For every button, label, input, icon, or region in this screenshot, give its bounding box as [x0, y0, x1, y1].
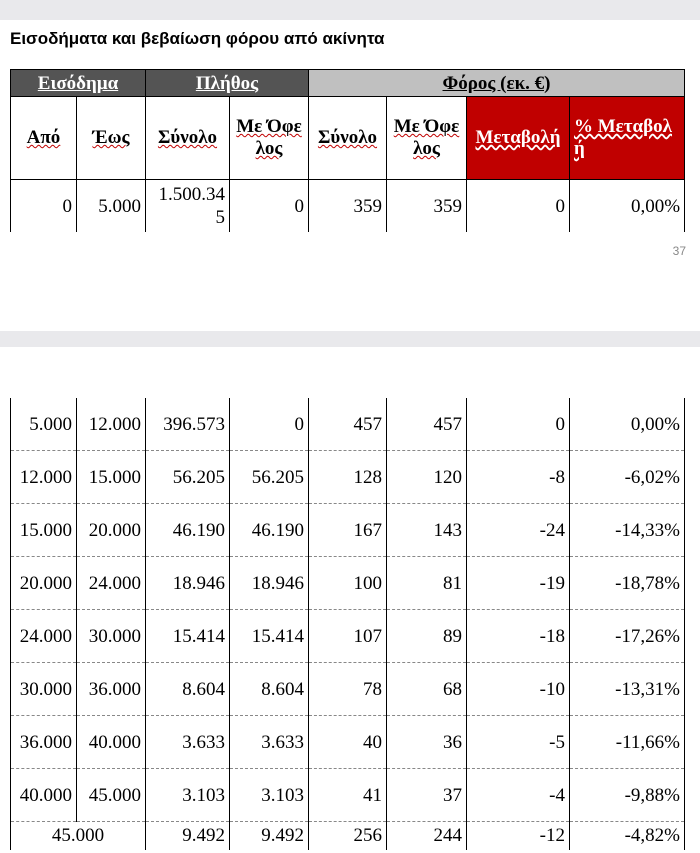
cell-from: 30.000: [11, 663, 77, 716]
cell-to: 40.000: [77, 716, 146, 769]
cell-tax-benefit: 143: [387, 504, 467, 557]
income-tax-table-continued: [10, 398, 685, 850]
col-header-from: Από: [11, 97, 77, 180]
cell-count-total: 3.103: [146, 769, 230, 822]
col-header-tax-benefit: Με Όφελος: [387, 97, 467, 180]
cell-to: 5.000: [77, 180, 146, 233]
cell-to: 15.000: [77, 451, 146, 504]
cell-tax-total: 100: [309, 557, 387, 610]
cell-tax-benefit: 120: [387, 451, 467, 504]
cell-pct: -6,02%: [570, 451, 685, 504]
cell-tax-benefit: 457: [387, 398, 467, 451]
cell-to: 36.000: [77, 663, 146, 716]
cell-to: 30.000: [77, 610, 146, 663]
income-tax-table: [10, 69, 685, 232]
col-header-to: Έως: [77, 97, 146, 180]
cell-change: -12: [467, 822, 570, 851]
cell-from: 15.000: [11, 504, 77, 557]
cell-tax-benefit: 359: [387, 180, 467, 233]
table-row: [11, 716, 685, 769]
cell-change: 0: [467, 180, 570, 233]
cell-from: 36.000: [11, 716, 77, 769]
cell-change: 0: [467, 398, 570, 451]
group-header-row: [11, 70, 685, 97]
group-header-tax: Φόρος (εκ. €): [309, 70, 685, 97]
page-gap: [0, 331, 700, 347]
cell-pct: -11,66%: [570, 716, 685, 769]
cell-tax-benefit: 244: [387, 822, 467, 851]
cell-tax-benefit: 36: [387, 716, 467, 769]
cell-change: -5: [467, 716, 570, 769]
cell-tax-benefit: 89: [387, 610, 467, 663]
cell-to: 24.000: [77, 557, 146, 610]
cell-count-benefit: 9.492: [230, 822, 309, 851]
cell-tax-benefit: 81: [387, 557, 467, 610]
cell-pct: -17,26%: [570, 610, 685, 663]
cell-count-benefit: 56.205: [230, 451, 309, 504]
cell-count-benefit: 46.190: [230, 504, 309, 557]
cell-change: -4: [467, 769, 570, 822]
cell-tax-total: 256: [309, 822, 387, 851]
cell-count-benefit: 0: [230, 398, 309, 451]
cell-to: 45.000: [77, 769, 146, 822]
cell-tax-total: 128: [309, 451, 387, 504]
cell-count-total: 56.205: [146, 451, 230, 504]
cell-tax-total: 78: [309, 663, 387, 716]
cell-count-benefit: 15.414: [230, 610, 309, 663]
table-row: [11, 557, 685, 610]
cell-tax-total: 107: [309, 610, 387, 663]
col-header-count-total: Σύνολο: [146, 97, 230, 180]
cell-count-benefit: 8.604: [230, 663, 309, 716]
cell-tax-benefit: 68: [387, 663, 467, 716]
cell-count-benefit: 3.103: [230, 769, 309, 822]
column-header-row: [11, 97, 685, 180]
page-number: 37: [672, 244, 686, 258]
cell-count-total: 18.946: [146, 557, 230, 610]
cell-pct: -13,31%: [570, 663, 685, 716]
cell-tax-total: 167: [309, 504, 387, 557]
cell-change: -18: [467, 610, 570, 663]
cell-count-total: 396.573: [146, 398, 230, 451]
cell-change: -24: [467, 504, 570, 557]
cell-to: 20.000: [77, 504, 146, 557]
table-row-last: [11, 822, 685, 851]
cell-tax-total: 457: [309, 398, 387, 451]
table-row: [11, 398, 685, 451]
cell-from: 20.000: [11, 557, 77, 610]
cell-change: -19: [467, 557, 570, 610]
col-header-tax-total: Σύνολο: [309, 97, 387, 180]
cell-count-benefit: 0: [230, 180, 309, 233]
group-header-count: Πλήθος: [146, 70, 309, 97]
cell-tax-total: 41: [309, 769, 387, 822]
cell-tax-total: 40: [309, 716, 387, 769]
cell-from: 40.000: [11, 769, 77, 822]
col-header-count-benefit: Με Όφελος: [230, 97, 309, 180]
table-row: [11, 451, 685, 504]
cell-pct: 0,00%: [570, 398, 685, 451]
document-page-37: [0, 20, 700, 331]
cell-tax-total: 359: [309, 180, 387, 233]
cell-count-total: 46.190: [146, 504, 230, 557]
cell-change: -10: [467, 663, 570, 716]
cell-from-merged: 45.000: [11, 822, 146, 851]
cell-count-total: 15.414: [146, 610, 230, 663]
cell-pct: 0,00%: [570, 180, 685, 233]
cell-pct: -4,82%: [570, 822, 685, 851]
cell-pct: -14,33%: [570, 504, 685, 557]
cell-count-total: 3.633: [146, 716, 230, 769]
cell-change: -8: [467, 451, 570, 504]
table-row: [11, 610, 685, 663]
cell-to: 12.000: [77, 398, 146, 451]
cell-from: 12.000: [11, 451, 77, 504]
table-row: [11, 663, 685, 716]
cell-count-total: 8.604: [146, 663, 230, 716]
cell-count-benefit: 18.946: [230, 557, 309, 610]
table-row: [11, 180, 685, 233]
cell-from: 24.000: [11, 610, 77, 663]
col-header-pct-change: % Μεταβολή: [570, 97, 685, 180]
table-row: [11, 769, 685, 822]
document-page-38: [0, 347, 700, 853]
cell-pct: -18,78%: [570, 557, 685, 610]
cell-count-total: 9.492: [146, 822, 230, 851]
cell-count-benefit: 3.633: [230, 716, 309, 769]
cell-from: 5.000: [11, 398, 77, 451]
cell-from: 0: [11, 180, 77, 233]
group-header-income: Εισόδημα: [11, 70, 146, 97]
page-title: Εισοδήματα και βεβαίωση φόρου από ακίνητα: [10, 29, 385, 48]
col-header-change: Μεταβολή: [467, 97, 570, 180]
table-row: [11, 504, 685, 557]
cell-tax-benefit: 37: [387, 769, 467, 822]
cell-count-total: 1.500.345: [146, 180, 230, 233]
page-gap-top: [0, 0, 700, 20]
cell-pct: -9,88%: [570, 769, 685, 822]
